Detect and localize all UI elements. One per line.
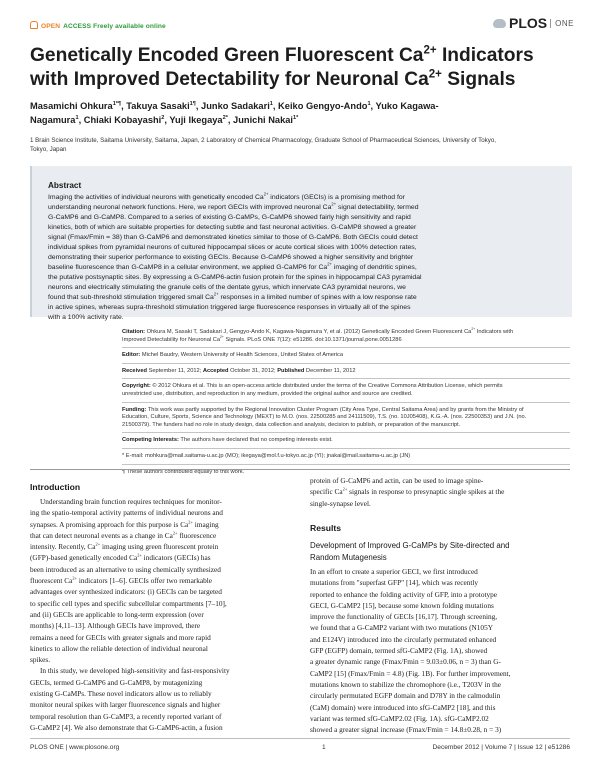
- meta-divider: [122, 448, 570, 449]
- section-divider: [30, 469, 570, 470]
- abstract-heading: Abstract: [48, 181, 82, 190]
- author-list: [30, 100, 575, 127]
- results-line: and E124V) introduced into the circularly permutated enhanced: [310, 634, 497, 644]
- editor-label: Editor:: [122, 352, 141, 359]
- funding-line-3: 21500379). The funders had no role in study design, data collection and analysis, decision to publish, or preparation of the manuscript.: [122, 421, 461, 428]
- results-line: mutations from "superfast GFP" [14], which was recently: [310, 578, 479, 588]
- meta-divider: [122, 464, 570, 465]
- results-line: GECI, G-CaMP2 [15], because some known folding mutations: [310, 600, 494, 610]
- funding-label: Funding:: [122, 406, 147, 413]
- funding-line-1: This work was partly supported by the Regional Innovation Cluster Program (City Area Type, Central Saitama Area) and by grants from the Ministry of: [147, 406, 524, 413]
- title-line-1: Genetically Encoded Green Fluorescent $Ca^{2+}$ Indicators: [30, 44, 534, 66]
- results-line: we found that a G-CaMP2 variant with two mutations (N105Y: [310, 623, 494, 633]
- results-line: variant was termed sfG-CaMP2.02 (Fig. 1A). sfG-CaMP2.02: [310, 713, 489, 723]
- citation-label: Citation:: [122, 329, 146, 335]
- abstract-line: signal (Fmax/Fmin = 38) than G-CaMP6 and demonstrated kinetics similar to those of G-CaMP6. Both GECIs could detect: [48, 234, 418, 241]
- plos-cloud-icon: [493, 19, 506, 28]
- intro-line: and (ii) GECIs are applicable to long-term expression (over: [30, 609, 204, 619]
- editor-value: Michel Baudry, Western University of Health Sciences, United States of America: [141, 352, 344, 359]
- intro-line: remains a need for GECIs with greater signals and more rapid: [30, 632, 211, 642]
- results-line: improve the functionality of GECIs [16,17]. Through screening,: [310, 612, 498, 622]
- intro-line: intensity. Recently, $Ca^{2+}$ imaging using green fluorescent protein: [30, 541, 219, 552]
- equal-contribution: ¶ These authors contributed equally to this work.: [122, 468, 245, 475]
- journal-logo-text: PLOS: [509, 15, 548, 31]
- right-line: protein of G-CaMP6 and actin, can be used to image spine-: [310, 476, 484, 485]
- article-title: [30, 44, 575, 92]
- abstract-line: Imaging the activities of individual neurons with genetically encoded $Ca^{2+}$ indicators (GECIs) is a promising method for: [48, 191, 405, 201]
- dates: [122, 368, 570, 376]
- intro-line: months) [4,11–13]. Although GECIs have improved, there: [30, 621, 201, 631]
- abstract-line: demonstrating their superior performance to existing GECIs. Because G-CaMP6 showed a higher sensitivity and brighter: [48, 254, 414, 261]
- results-line: In an effort to create a superior GECI, we first introduced: [310, 567, 478, 576]
- results-line: GFP (EGFP) domain, termed sfG-CaMP2 (Fig. 1A), showed: [310, 646, 488, 656]
- access-label: ACCESS Freely available online: [63, 23, 166, 30]
- funding: [122, 407, 570, 430]
- intro-line: temporal resolution than G-CaMP3, a recently reported variant of: [30, 711, 222, 721]
- published-value: December 11, 2012: [305, 367, 356, 374]
- citation-line-1: Ohkura M, Sasaki T, Sadakari J, Gengyo-Ando K, Kagawa-Nagamura Y, et al. (2012) Genetically Encoded Green Fluorescent $Ca^{2+}$ Indicators with: [146, 327, 514, 335]
- results-line: circularly permutated EGFP domain and D78Y in the calmodulin: [310, 691, 501, 701]
- copyright-label: Copyright:: [122, 383, 151, 390]
- intro-line: G-CaMP2 [4]. We also demonstrate that G-CaMP6-actin, a fusion: [30, 722, 223, 732]
- abstract-box: [30, 166, 572, 321]
- results-line: CaMP2 [15] (Fmax/Fmin = 4.8) (Fig. 1B). For further improvement,: [310, 668, 511, 678]
- page-footer: [30, 738, 570, 751]
- editor: [122, 352, 570, 360]
- journal-logo: [493, 15, 574, 31]
- intro-line: (GFP)-based genetically encoded $Ca^{2+}$ indicators (GECIs) has: [30, 553, 211, 563]
- right-line: specific $Ca^{2+}$ signals in response to presynaptic single spikes at the: [310, 486, 505, 497]
- subheading-line-1: Development of Improved G-CaMPs by Site-directed and: [310, 541, 510, 550]
- affiliation-line-2: Tokyo, Japan: [30, 145, 67, 153]
- subheading-line-2: Random Mutagenesis: [310, 552, 387, 562]
- abstract-line: with a 100% activity rate.: [48, 314, 124, 321]
- issue-info: December 2012 | Volume 7 | Issue 12 | e51286: [432, 744, 570, 751]
- intro-line: been introduced as an alternative to using chemically synthesized: [30, 564, 221, 574]
- open-access-badge: [30, 21, 166, 30]
- meta-divider: [122, 432, 570, 433]
- open-lock-icon: [30, 21, 38, 29]
- results-heading: Results: [310, 523, 342, 533]
- page-number: 1: [322, 744, 326, 751]
- abstract-line: kinetics, both of which are suitable properties for detecting subtle and fast neuronal activities. G-CaMP8 showed a greater: [48, 224, 417, 231]
- abstract-body: [48, 193, 560, 323]
- copyright: [122, 383, 570, 398]
- abstract-line: understanding neuronal network functions. Here, we report GECIs with improved neuronal $Ca^{2+}$ signal detectability, termed: [48, 201, 419, 211]
- accepted-label: Accepted: [202, 367, 229, 374]
- intro-line: GECIs, termed G-CaMP6 and G-CaMP8, by mutagenizing: [30, 677, 203, 687]
- authors-line-2: Nagamura$^1$, Chiaki Kobayashi$^2$, Yuji Ikegaya$^{2*}$, Junichi Nakai$^{1*}$: [30, 114, 299, 125]
- introduction-heading: Introduction: [30, 482, 81, 492]
- right-line: single-synapse level.: [310, 498, 371, 508]
- intro-line: In this study, we developed high-sensitivity and fast-responsivity: [40, 666, 230, 676]
- intro-line: Understanding brain function requires techniques for monitor-: [40, 497, 222, 506]
- meta-divider: [122, 363, 570, 364]
- email-line: * E-mail: mohkura@mail.saitama-u.ac.jp (MO); ikegaya@mol.f.u-tokyo.ac.jp (YI); jnakai@mail.saitama-u.ac.jp (JN): [122, 452, 411, 459]
- competing-interests: [122, 437, 570, 445]
- received-value: September 11, 2012;: [148, 367, 202, 374]
- abstract-line: neurons and electrically stimulating the granule cells of the dentate gyrus, which innervate CA3 pyramidal neurons, we: [48, 284, 406, 291]
- received-label: Received: [122, 367, 147, 374]
- journal-url: PLOS ONE | www.plosone.org: [30, 744, 120, 751]
- intro-line: that can detect neuronal events as a change in $Ca^{2+}$ fluorescence: [30, 530, 217, 540]
- meta-divider: [122, 347, 570, 348]
- meta-divider: [122, 402, 570, 403]
- open-label: OPEN: [41, 23, 61, 30]
- citation: [122, 329, 570, 344]
- intro-line: to specific cell types and specific subcellular compartments [7–10],: [30, 598, 227, 608]
- results-line: mutations known to stabilize the chromophore (i.e., T203V in the: [310, 679, 502, 689]
- results-line: showed a greater signal increase (Fmax/Fmin = 14.8±0.28, n = 3): [310, 725, 502, 735]
- intro-line: synapses. A promising approach for this purpose is $Ca^{2+}$ imaging: [30, 519, 219, 529]
- funding-line-2: Education, Culture, Sports, Science and Technology (MEXT) to M.O. (nos. 22500285 and 24111509), T.S. (no. 10J05408), K.G.-A. (nos. 22500353) and J.N. (no.: [122, 414, 527, 421]
- copyright-line-2: unrestricted use, distribution, and reproduction in any medium, provided the original author and source are credited.: [122, 390, 413, 397]
- results-subheading: [310, 540, 572, 563]
- introduction-text: [30, 496, 295, 733]
- accepted-value: October 31, 2012;: [230, 367, 276, 374]
- affiliations: [30, 137, 575, 155]
- abstract-line: individual spikes from pyramidal neurons of cultured hippocampal slices or acute cortical slices with 100% detection rates,: [48, 244, 417, 251]
- article-meta: [122, 329, 570, 476]
- abstract-line: G-CaMP6 and G-CaMP8. Compared to a series of existing G-CaMPs, G-CaMP6 showed fairly high sensitivity and rapid: [48, 214, 411, 221]
- intro-line: existing G-CaMPs. These novel indicators allow us to reliably: [30, 689, 212, 699]
- intro-line: kinetics to allow the reliable detection of individual neuronal: [30, 643, 208, 653]
- abstract-line: the putative postsynaptic sites. By expressing a G-CaMP6-actin fusion protein for the spines in hippocampal CA3 pyramidal: [48, 274, 422, 281]
- meta-divider: [122, 378, 570, 379]
- results-text: [310, 566, 572, 735]
- intro-line: fluorescent $Ca^{2+}$ indicators [1–6]. GECIs offer two remarkable: [30, 575, 213, 586]
- results-line: (CaM) domain) were introduced into sfG-CaMP2 [18], and this: [310, 702, 496, 712]
- competing-label: Competing Interests:: [122, 437, 179, 444]
- authors-line-1: Masamichi Ohkura$^{1*\P}$, Takuya Sasaki$^{1\P}$, Junko Sadakari$^1$, Keiko Gengyo-Ando$^1$, Yuko Kagawa-: [30, 100, 439, 111]
- abstract-line: in active spines, whereas supra-threshold stimulation triggered large fluorescence responses in virtually all of the spines: [48, 304, 411, 311]
- competing-value: The authors have declared that no competing interests exist.: [180, 437, 333, 444]
- results-line: a greater dynamic range (Fmax/Fmin = 9.03±0.06, n = 3) than G-: [310, 657, 501, 667]
- published-label: Published: [277, 367, 305, 374]
- title-line-2: with Improved Detectability for Neuronal $Ca^{2+}$ Signals: [30, 68, 516, 90]
- intro-line: ing the spatio-temporal activity patterns of individual neurons and: [30, 508, 223, 518]
- right-column-top-text: [310, 475, 572, 509]
- abstract-line: baseline fluorescence than G-CaMP8 in a cellular environment, we applied G-CaMP6 for $Ca^{2+}$ imaging of dendritic spines,: [48, 261, 417, 271]
- intro-line: spikes.: [30, 655, 51, 665]
- affiliation-line-1: 1 Brain Science Institute, Saitama University, Saitama, Japan, 2 Laboratory of Chemical Pharmacology, Graduate School of Pharmaceutical Sciences, University of Tokyo,: [30, 137, 497, 144]
- citation-line-2: Improved Detectability for Neuronal $Ca^{2+}$ Signals. PLoS ONE 7(12): e51286. doi:10.1371/journal.pone.0051286: [122, 334, 402, 343]
- intro-line: advantages over synthesized indicators: (i) GECIs can be targeted: [30, 587, 222, 597]
- intro-line: monitor neural spikes with larger fluorescence signals and higher: [30, 700, 221, 710]
- journal-logo-sub: ONE: [550, 19, 574, 28]
- copyright-line-1: © 2012 Ohkura et al. This is an open-access article distributed under the terms of the Creative Commons Attribution License, which permits: [152, 383, 503, 390]
- abstract-line: found that sub-threshold stimulation triggered small $Ca^{2+}$ responses in a limited number of spines with a low response rate: [48, 291, 417, 301]
- results-line: reported to enhance the folding activity of GFP, into a prototype: [310, 589, 498, 599]
